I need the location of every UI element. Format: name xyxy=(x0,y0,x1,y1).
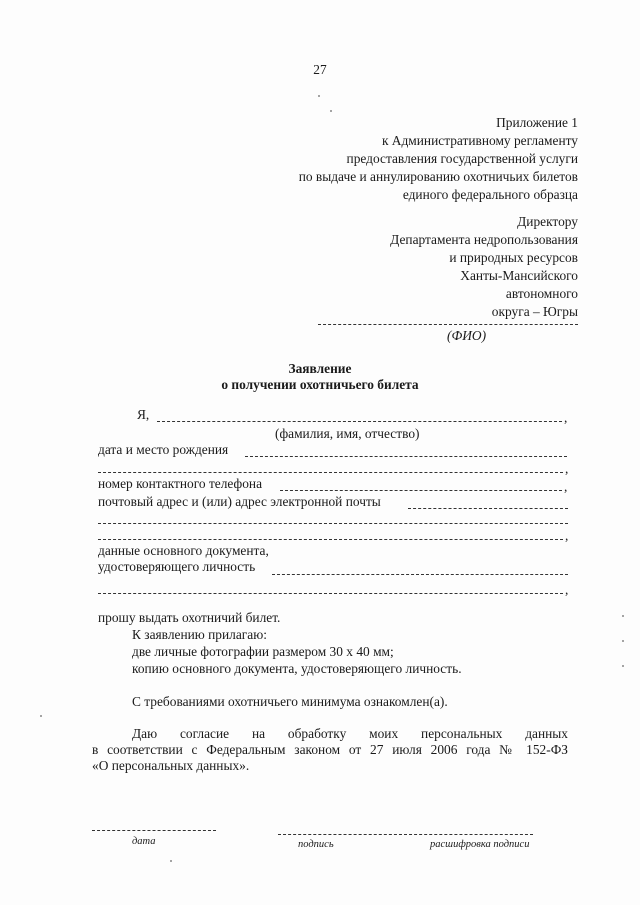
phone-field[interactable] xyxy=(280,490,562,491)
date-field[interactable] xyxy=(92,830,216,831)
appendix-line: по выдаче и аннулированию охотничьих билетов xyxy=(298,169,578,184)
scan-speck xyxy=(622,640,624,642)
full-name-field[interactable] xyxy=(157,421,562,422)
page-number: 27 xyxy=(313,62,327,77)
comma: , xyxy=(564,410,568,425)
attach-intro: К заявлению прилагаю: xyxy=(132,627,267,642)
consent-line-1: Даю согласие на обработку моих персональных данных xyxy=(132,726,568,741)
scan-speck xyxy=(622,615,624,617)
fio-caption: (ФИО) xyxy=(447,328,487,343)
document-title: Заявление xyxy=(288,361,352,376)
decoding-caption: расшифровка подписи xyxy=(430,839,530,850)
scan-speck xyxy=(622,665,624,667)
comma: , xyxy=(565,528,569,543)
doc-label-line2: удостоверяющего личность xyxy=(98,559,256,574)
attach-item-2: копию основного документа, удостоверяющего личность. xyxy=(132,661,462,676)
doc-field[interactable] xyxy=(272,574,568,575)
fio-underline[interactable] xyxy=(318,324,578,325)
birth-field-continued[interactable] xyxy=(98,472,563,473)
phone-label: номер контактного телефона xyxy=(98,476,263,491)
comma: , xyxy=(565,461,569,476)
request-text: прошу выдать охотничий билет. xyxy=(98,610,281,625)
addressee-line: округа – Югры xyxy=(491,304,578,319)
doc-label-line1: данные основного документа, xyxy=(98,543,269,558)
doc-field-continued[interactable] xyxy=(98,593,563,594)
address-field-continued-2[interactable] xyxy=(98,539,563,540)
consent-line-3: «О персональных данных». xyxy=(92,758,250,773)
addressee-line: Департамента недропользования xyxy=(390,232,578,247)
appendix-line: предоставления государственной услуги xyxy=(346,151,578,166)
appendix-line: Приложение 1 xyxy=(496,115,578,130)
requirements-text: С требованиями охотничьего минимума ознакомлен(а). xyxy=(132,694,448,709)
address-label: почтовый адрес и (или) адрес электронной почты xyxy=(98,494,381,509)
scan-speck xyxy=(330,110,332,112)
address-field-continued-1[interactable] xyxy=(98,523,568,524)
signature-field[interactable] xyxy=(278,834,533,835)
consent-line-2: в соответствии с Федеральным законом от 27 июля 2006 года № 152-ФЗ xyxy=(92,742,568,757)
attach-item-1: две личные фотографии размером 30 х 40 мм; xyxy=(132,644,394,659)
comma: , xyxy=(565,582,569,597)
appendix-line: единого федерального образца xyxy=(402,187,578,202)
birth-field[interactable] xyxy=(245,456,567,457)
ya-label: Я, xyxy=(137,407,150,422)
appendix-line: к Административному регламенту xyxy=(381,133,578,148)
scan-speck xyxy=(318,95,320,97)
fio-hint: (фамилия, имя, отчество) xyxy=(275,426,420,441)
addressee-line: Директору xyxy=(517,214,578,229)
addressee-line: автономного xyxy=(505,286,578,301)
address-field[interactable] xyxy=(408,508,568,509)
date-caption: дата xyxy=(132,836,156,847)
scan-speck xyxy=(40,715,42,717)
addressee-line: и природных ресурсов xyxy=(449,250,578,265)
comma: , xyxy=(564,479,568,494)
addressee-line: Ханты-Мансийского xyxy=(460,268,578,283)
scan-speck xyxy=(170,860,172,862)
birth-label: дата и место рождения xyxy=(98,442,229,457)
signature-caption: подпись xyxy=(298,839,334,850)
document-subtitle: о получении охотничьего билета xyxy=(221,377,419,392)
